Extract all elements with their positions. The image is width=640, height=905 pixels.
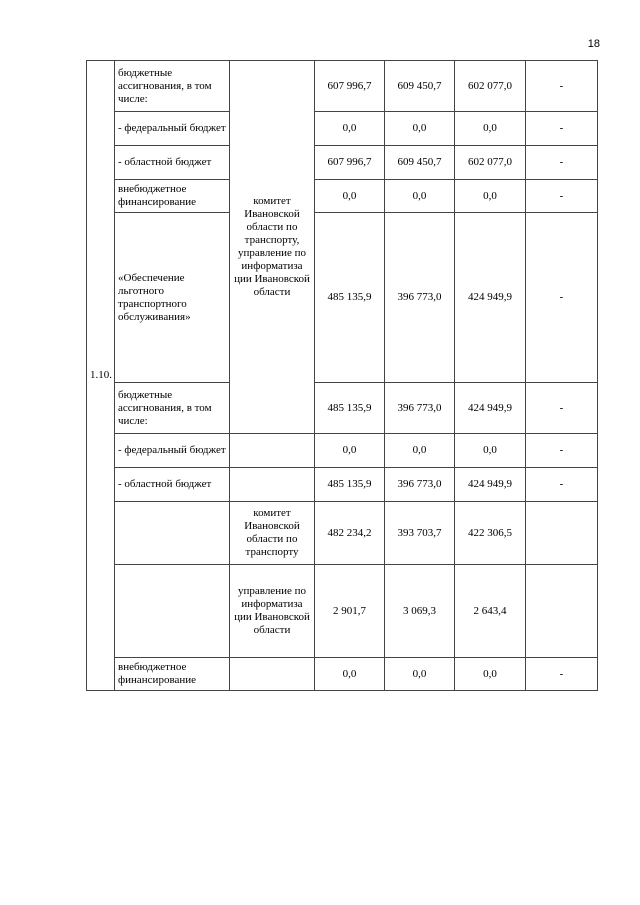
table-row xyxy=(87,213,598,383)
value-cell: - xyxy=(526,434,598,468)
value-cell: - xyxy=(526,61,598,112)
value-cell: 424 949,9 xyxy=(455,213,526,383)
value-cell: 607 996,7 xyxy=(315,61,385,112)
value-cell: 393 703,7 xyxy=(385,502,455,565)
table-row xyxy=(87,180,598,213)
name-cell: бюджетные ассигнования, в том числе: xyxy=(115,61,230,112)
table-row xyxy=(87,502,598,565)
value-cell: 396 773,0 xyxy=(385,383,455,434)
value-cell: 485 135,9 xyxy=(315,468,385,502)
page-number: 18 xyxy=(587,38,600,50)
table-row xyxy=(87,146,598,180)
value-cell: 2 643,4 xyxy=(455,565,526,658)
table-row xyxy=(87,434,598,468)
name-cell xyxy=(115,565,230,658)
value-cell: 0,0 xyxy=(315,658,385,691)
name-cell: внебюджетное финансирование xyxy=(115,180,230,213)
executor-cell: комитет Ивановской области по транспорту xyxy=(230,502,315,565)
row-number-cell: 1.10. xyxy=(87,61,115,691)
name-cell: - областной бюджет xyxy=(115,146,230,180)
value-cell: 485 135,9 xyxy=(315,213,385,383)
value-cell: 422 306,5 xyxy=(455,502,526,565)
value-cell: 2 901,7 xyxy=(315,565,385,658)
value-cell: 609 450,7 xyxy=(385,61,455,112)
value-cell: 0,0 xyxy=(455,112,526,146)
value-cell: 0,0 xyxy=(315,434,385,468)
value-cell: 602 077,0 xyxy=(455,146,526,180)
name-cell: внебюджетное финансирование xyxy=(115,658,230,691)
value-cell xyxy=(526,502,598,565)
executor-cell: управление по информатиза ции Ивановской области xyxy=(230,565,315,658)
value-cell: 485 135,9 xyxy=(315,383,385,434)
value-cell: - xyxy=(526,468,598,502)
value-cell: 0,0 xyxy=(315,180,385,213)
table-row xyxy=(87,658,598,691)
value-cell: 396 773,0 xyxy=(385,468,455,502)
value-cell: 609 450,7 xyxy=(385,146,455,180)
value-cell: - xyxy=(526,112,598,146)
name-cell xyxy=(115,502,230,565)
value-cell: 0,0 xyxy=(455,180,526,213)
executor-cell xyxy=(230,434,315,468)
value-cell: 0,0 xyxy=(385,112,455,146)
table-row xyxy=(87,383,598,434)
value-cell: 0,0 xyxy=(315,112,385,146)
value-cell: - xyxy=(526,146,598,180)
value-cell: - xyxy=(526,213,598,383)
name-cell: бюджетные ассигнования, в том числе: xyxy=(115,383,230,434)
name-cell: - областной бюджет xyxy=(115,468,230,502)
value-cell: 0,0 xyxy=(385,658,455,691)
value-cell: 0,0 xyxy=(385,434,455,468)
value-cell: - xyxy=(526,180,598,213)
name-cell: - федеральный бюджет xyxy=(115,434,230,468)
executor-cell xyxy=(230,468,315,502)
value-cell: 424 949,9 xyxy=(455,383,526,434)
table-row xyxy=(87,565,598,658)
table-row xyxy=(87,112,598,146)
value-cell: 396 773,0 xyxy=(385,213,455,383)
budget-table xyxy=(86,60,598,691)
name-cell: - федеральный бюджет xyxy=(115,112,230,146)
executor-cell xyxy=(230,658,315,691)
value-cell: 0,0 xyxy=(455,658,526,691)
value-cell: 424 949,9 xyxy=(455,468,526,502)
value-cell: 482 234,2 xyxy=(315,502,385,565)
value-cell xyxy=(526,565,598,658)
value-cell: 3 069,3 xyxy=(385,565,455,658)
executor-cell: комитет Ивановской области по транспорту, управление по информатиза ции Ивановской области xyxy=(230,61,315,434)
value-cell: 0,0 xyxy=(455,434,526,468)
table-row xyxy=(87,468,598,502)
value-cell: - xyxy=(526,658,598,691)
name-cell: «Обеспечение льготного транспортного обслуживания» xyxy=(115,213,230,383)
value-cell: 607 996,7 xyxy=(315,146,385,180)
value-cell: 0,0 xyxy=(385,180,455,213)
value-cell: 602 077,0 xyxy=(455,61,526,112)
value-cell: - xyxy=(526,383,598,434)
table-row xyxy=(87,61,598,112)
